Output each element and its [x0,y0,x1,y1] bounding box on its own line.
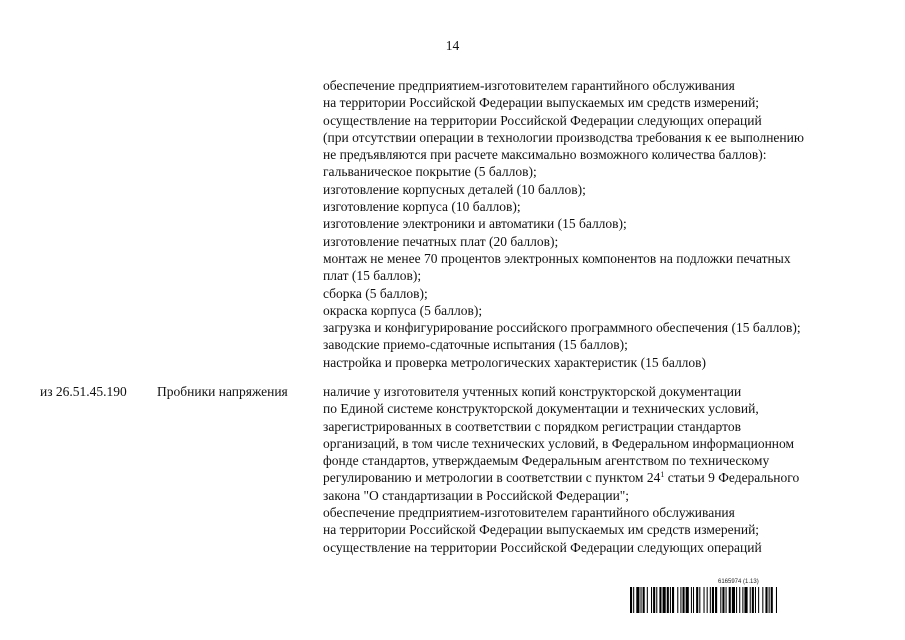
requirement-line: наличие у изготовителя учтенных копий конструкторской документации [323,384,742,399]
requirement-line: изготовление электроники и автоматики (15 баллов); [323,216,627,232]
barcode-icon [630,587,860,613]
requirement-line: монтаж не менее 70 процентов электронных компонентов на подложки печатных [323,250,791,266]
footnote-marker: 1 [660,470,665,480]
okpd2-code: из 26.51.45.190 [40,384,127,399]
requirement-line: изготовление корпуса (10 баллов); [323,199,521,215]
requirements-block-voltage-probes [323,383,893,556]
requirement-text: статьи 9 Федерального [664,470,800,486]
requirement-line: настройка и проверка метрологических характеристик (15 баллов) [323,354,707,370]
requirement-line: (при отсутствии операции в технологии производства требования к ее выполнению [323,129,804,145]
requirement-text: регулированию и метрологии в соответствии с пунктом 24 [323,470,661,486]
requirement-line: по Единой системе конструкторской документации и технических условий, [323,401,759,417]
requirement-line: загрузка и конфигурирование российского программного обеспечения (15 баллов); [323,320,801,336]
requirement-line: заводские приемо-сдаточные испытания (15 баллов); [323,337,628,353]
requirement-line-with-footnote [323,469,893,486]
requirement-line: плат (15 баллов); [323,268,422,284]
requirement-line: изготовление корпусных деталей (10 баллов); [323,181,586,197]
requirement-line: закона "О стандартизации в Российской Федерации"; [323,487,630,503]
requirement-line: осуществление на территории Российской Федерации следующих операций [323,539,762,555]
requirement-line: обеспечение предприятием-изготовителем гарантийного обслуживания [323,78,735,93]
requirement-line: зарегистрированных в соответствии с порядком регистрации стандартов [323,418,741,434]
product-name: Пробники напряжения [157,384,288,399]
document-id: 6165974 (1.13) [718,579,759,585]
requirement-line: организаций, в том числе технических условий, в Федеральном информационном [323,435,795,451]
requirement-line: фонде стандартов, утверждаемым Федеральным агентством по техническому [323,453,770,469]
requirement-line: обеспечение предприятием-изготовителем гарантийного обслуживания [323,505,735,521]
page-number: 14 [445,38,460,53]
requirement-line: окраска корпуса (5 баллов); [323,302,483,318]
requirement-line: на территории Российской Федерации выпускаемых им средств измерений; [323,95,760,111]
requirement-line: изготовление печатных плат (20 баллов); [323,233,559,249]
requirement-line: гальваническое покрытие (5 баллов); [323,164,537,180]
requirement-line: осуществление на территории Российской Федерации следующих операций [323,112,762,128]
requirement-line: сборка (5 баллов); [323,285,428,301]
requirements-block-continued [323,77,893,371]
requirement-line: на территории Российской Федерации выпускаемых им средств измерений; [323,522,760,538]
requirement-line: не предъявляются при расчете максимально возможного количества баллов): [323,147,767,163]
